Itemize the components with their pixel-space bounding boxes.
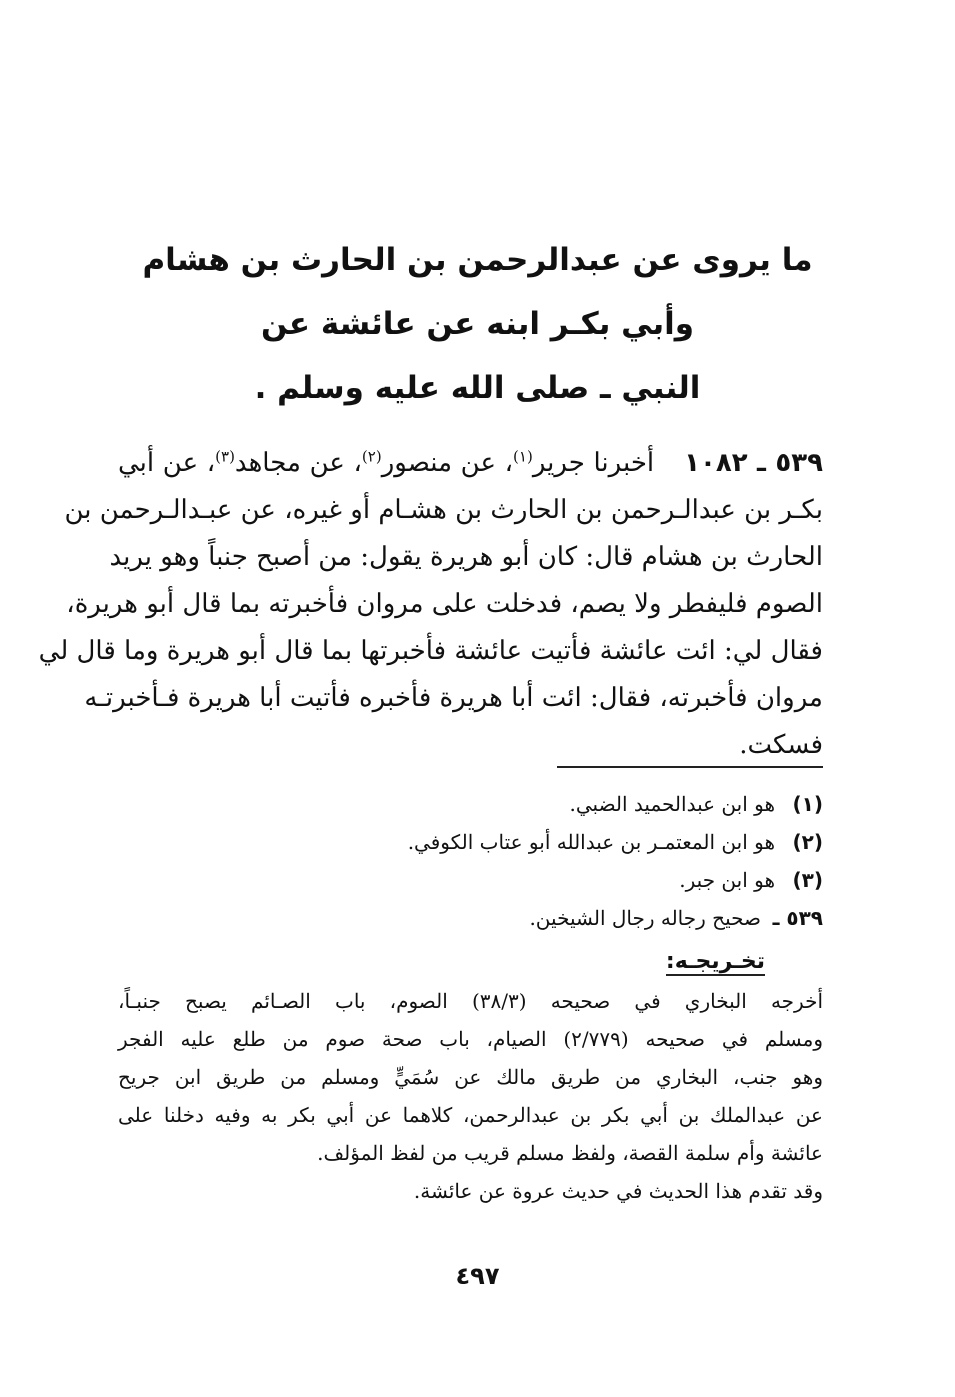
takhrij-line-2: ومسلم في صحيحه (٢/٧٧٩) الصيام، باب صحة صوم من طلع عليه الفجر — [118, 1027, 824, 1051]
hadith-line-6: مروان فأخبرته، فقال: ائت أبا هريرة فأخبره فأتيت أبا هريرة فـأخبرتـه — [84, 683, 823, 713]
takhrij-text — [118, 982, 823, 1210]
footnote-ref-1: (١) — [513, 447, 533, 466]
footnote-text: صحيح رجاله رجال الشيخين. — [529, 906, 761, 930]
takhrij-line-1: أخرجه البخاري في صحيحه (٣٨/٣) الصوم، باب الصـائم يصبح جنبـاً، — [118, 989, 823, 1013]
footnote-2 — [118, 823, 823, 861]
takhrij-line-5: عائشة وأم سلمة القصة، ولفظ مسلم قريب من لفظ المؤلف. — [317, 1141, 823, 1165]
footnote-ref-2: (٢) — [361, 447, 382, 466]
takhrij-line-4: عن عبدالملك بن أبي بكر بن عبدالرحمن، كلاهما عن أبي بكر به وفيه دخلنا على — [118, 1103, 823, 1127]
hadith-line-5: فقال لي: ائت عائشة فأتيت عائشة فأخبرتها بما قال أبو هريرة وما قال لي — [38, 636, 823, 666]
heading-line-1: ما يروى عن عبدالرحمن بن الحارث بن هشام — [142, 242, 813, 278]
footnote-text: هو ابن المعتمـر بن عبدالله أبو عتاب الكوفي. — [407, 830, 775, 854]
footnotes — [118, 785, 823, 937]
page-number: ٤٩٧ — [455, 1262, 500, 1290]
hadith-line-1-part-a: أخبرنا جرير — [532, 448, 655, 478]
footnote-ref-3: (٣) — [215, 447, 235, 466]
hadith-line-1-part-c: ، عن مجاهد — [234, 448, 362, 478]
footnote-grading — [118, 899, 823, 937]
takhrij-line-3: وهو جنب، البخاري من طريق مالك عن سُمَيٍّ ومسلم من طريق ابن جريح — [118, 1065, 823, 1089]
hadith-line-2: بكـر بن عبدالـرحمن بن الحارث بن هشـام أو غيره، عن عبـدالـرحمن بن — [64, 495, 823, 525]
footnote-number: (٢) — [792, 830, 823, 854]
takhrij-line-6: وقد تقدم هذا الحديث في حديث عروة عن عائشة. — [413, 1179, 823, 1203]
hadith-text — [38, 440, 823, 769]
hadith-line-1-part-d: ، عن أبي — [118, 448, 216, 478]
takhrij-heading: تخـريجـه: — [665, 949, 765, 974]
hadith-line-7: فسكت. — [739, 730, 823, 760]
footnote-text: هو ابن جبر. — [679, 868, 775, 892]
footnote-3 — [118, 861, 823, 899]
chapter-heading — [130, 228, 825, 420]
footnote-number: (١) — [792, 792, 823, 816]
footnote-separator — [557, 766, 823, 768]
heading-line-2: وأبي بكـر ابنه عن عائشة عن — [260, 306, 695, 342]
hadith-line-1 — [118, 440, 823, 487]
hadith-number: ٥٣٩ ـ ١٠٨٢ — [684, 448, 823, 478]
footnote-number: (٣) — [792, 868, 823, 892]
heading-line-3: النبي ـ صلى الله عليه وسلم . — [254, 370, 701, 406]
hadith-line-3: الحارث بن هشام قال: كان أبو هريرة يقول: من أصبح جنباً وهو يريد — [109, 542, 823, 572]
footnote-text: هو ابن عبدالحميد الضبي. — [569, 792, 775, 816]
hadith-line-1-part-b: ، عن منصور — [381, 448, 514, 478]
footnote-1 — [118, 785, 823, 823]
footnote-number: ٥٣٩ ـ — [772, 906, 823, 930]
hadith-line-4: الصوم فليفطر ولا يصم، فدخلت على مروان فأخبرته بما قال أبو هريرة، — [66, 589, 823, 619]
